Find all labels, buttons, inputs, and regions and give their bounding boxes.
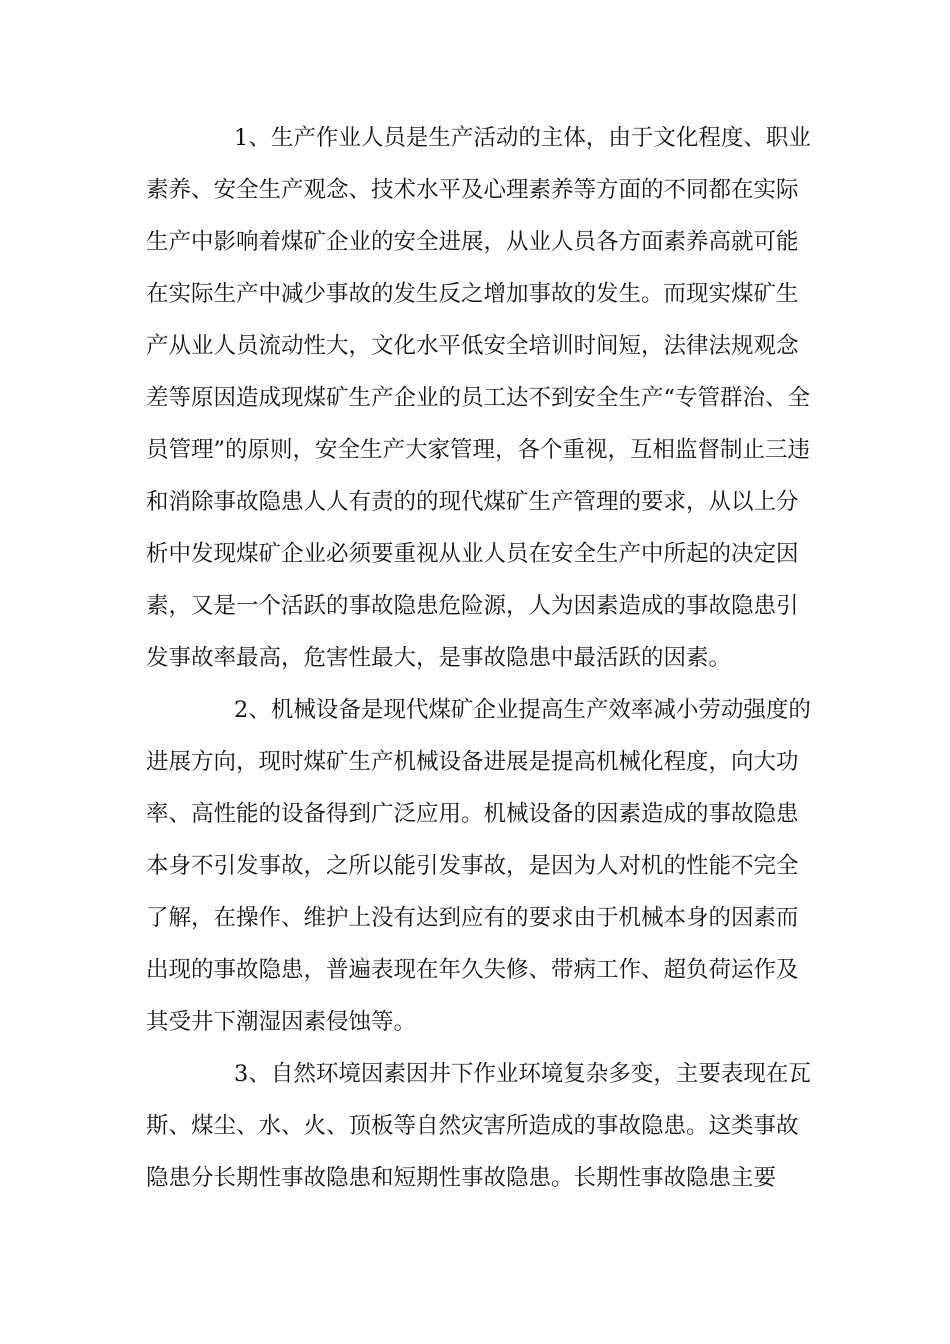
paragraph-line: 和消除事故隐患人人有责的的现代煤矿生产管理的要求，从以上分 — [146, 489, 799, 515]
paragraph-line: 率、高性能的设备得到广泛应用。机械设备的因素造成的事故隐患 — [146, 801, 799, 827]
paragraph-line: 产从业人员流动性大，文化水平低安全培训时间短，法律法规观念 — [146, 333, 799, 359]
paragraph-line: 2、机械设备是现代煤矿企业提高生产效率减小劳动强度的 — [234, 697, 811, 723]
paragraph-line: 素，又是一个活跃的事故隐患危险源，人为因素造成的事故隐患引 — [146, 593, 799, 619]
paragraph-line: 3、自然环境因素因井下作业环境复杂多变，主要表现在瓦 — [234, 1061, 811, 1087]
paragraph-line: 出现的事故隐患，普遍表现在年久失修、带病工作、超负荷运作及 — [146, 957, 799, 983]
paragraph-line: 在实际生产中减少事故的发生反之增加事故的发生。而现实煤矿生 — [146, 281, 799, 307]
paragraph-line: 斯、煤尘、水、火、顶板等自然灾害所造成的事故隐患。这类事故 — [146, 1113, 799, 1139]
paragraph-line: 其受井下潮湿因素侵蚀等。 — [146, 1009, 417, 1035]
paragraph-line: 进展方向，现时煤矿生产机械设备进展是提高机械化程度，向大功 — [146, 749, 799, 775]
body-text — [146, 112, 811, 1204]
paragraph-line: 隐患分长期性事故隐患和短期性事故隐患。长期性事故隐患主要 — [146, 1165, 777, 1191]
paragraph-line: 差等原因造成现煤矿生产企业的员工达不到安全生产“专管群治、全 — [146, 385, 811, 411]
paragraph-line: 析中发现煤矿企业必须要重视从业人员在安全生产中所起的决定因 — [146, 541, 799, 567]
paragraph-1 — [146, 112, 811, 684]
paragraph-line: 素养、安全生产观念、技术水平及心理素养等方面的不同都在实际 — [146, 177, 799, 203]
paragraph-2 — [146, 684, 811, 1048]
paragraph-line: 1、生产作业人员是生产活动的主体，由于文化程度、职业 — [234, 125, 811, 151]
paragraph-line: 员管理”的原则，安全生产大家管理，各个重视，互相监督制止三违 — [146, 437, 811, 463]
paragraph-line: 本身不引发事故，之所以能引发事故，是因为人对机的性能不完全 — [146, 853, 799, 879]
paragraph-3 — [146, 1048, 811, 1204]
paragraph-line: 发事故率最高，危害性最大，是事故隐患中最活跃的因素。 — [146, 645, 732, 671]
paragraph-line: 生产中影响着煤矿企业的安全进展，从业人员各方面素养高就可能 — [146, 229, 799, 255]
paragraph-line: 了解，在操作、维护上没有达到应有的要求由于机械本身的因素而 — [146, 905, 799, 931]
